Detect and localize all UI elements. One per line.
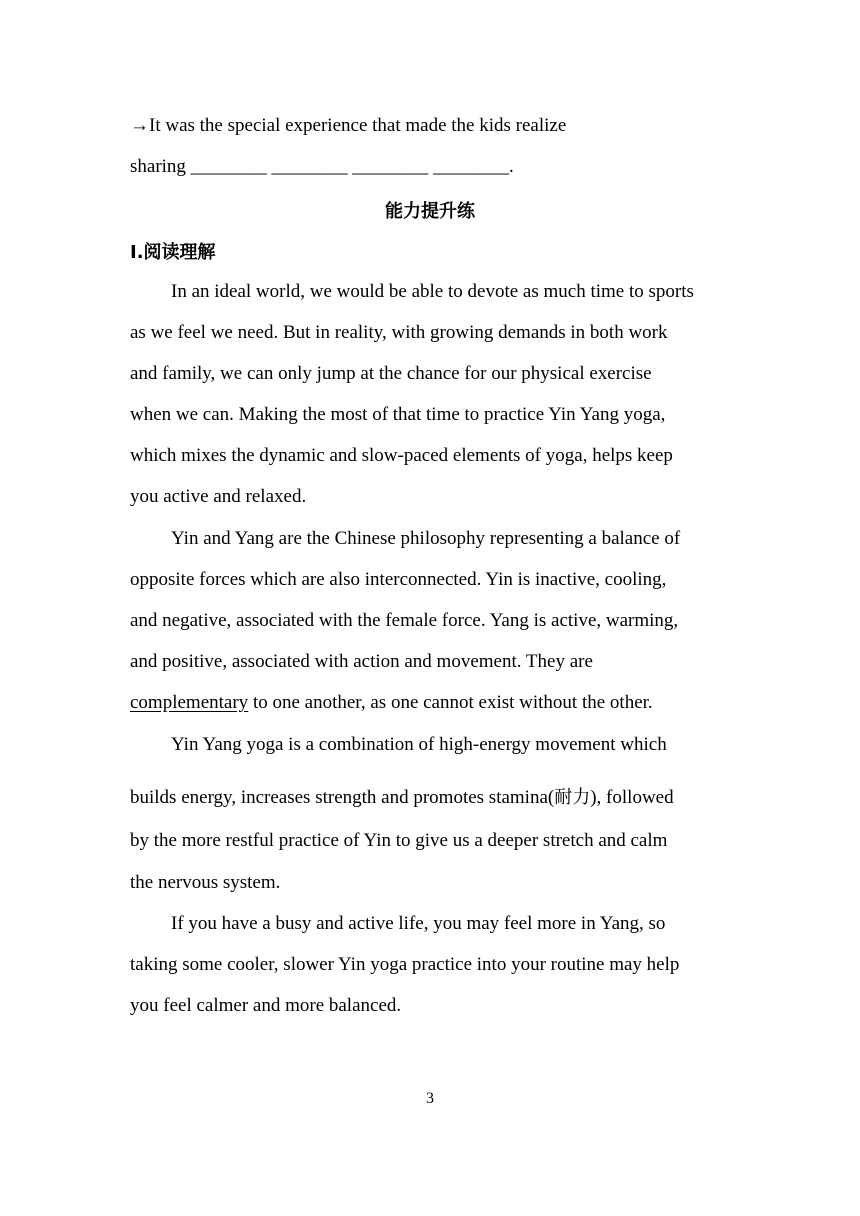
p3-line-1: Yin Yang yoga is a combination of high-energy movement which — [171, 734, 667, 755]
p4-line-3: you feel calmer and more balanced. — [130, 995, 402, 1016]
p3-line-2 — [130, 783, 674, 809]
p3-line-2-cjk: 耐力 — [554, 787, 591, 808]
p3-line-4: the nervous system. — [130, 872, 281, 893]
underlined-word: complementary — [130, 692, 249, 713]
p3-line-2-a: builds energy, increases strength and promotes stamina( — [130, 787, 555, 808]
p1-line-3: and family, we can only jump at the chance for our physical exercise — [130, 363, 652, 384]
page-number: 3 — [426, 1090, 434, 1107]
p1-line-6: you active and relaxed. — [130, 486, 307, 507]
p3-line-2-b: ), followed — [590, 787, 674, 808]
part-heading — [130, 238, 216, 264]
p1-line-2: as we feel we need. But in reality, with growing demands in both work — [130, 322, 668, 343]
p4-line-2: taking some cooler, slower Yin yoga practice into your routine may help — [130, 954, 680, 975]
part-numeral: Ⅰ. — [130, 242, 144, 263]
p2-line-3: and negative, associated with the female force. Yang is active, warming, — [130, 610, 679, 631]
answer-blank-2[interactable]: ________ — [271, 156, 348, 177]
answer-blank-1[interactable]: ________ — [190, 156, 267, 177]
p3-line-3: by the more restful practice of Yin to give us a deeper stretch and calm — [130, 830, 668, 851]
answer-blank-3[interactable]: ________ — [352, 156, 429, 177]
p2-line-5-rest: to one another, as one cannot exist without the other. — [248, 692, 653, 713]
p4-line-1: If you have a busy and active life, you may feel more in Yang, so — [171, 913, 666, 934]
p1-line-1: In an ideal world, we would be able to devote as much time to sports — [171, 281, 694, 302]
part-title: 阅读理解 — [143, 242, 216, 263]
exercise-line-1: →It was the special experience that made the kids realize — [130, 115, 567, 136]
exercise-period: . — [508, 156, 514, 177]
exercise-prefix: sharing — [130, 156, 186, 177]
p2-line-5 — [130, 692, 653, 714]
p2-line-1: Yin and Yang are the Chinese philosophy representing a balance of — [171, 528, 681, 549]
p2-line-4: and positive, associated with action and movement. They are — [130, 651, 593, 672]
answer-blank-4[interactable]: ________ — [432, 156, 509, 177]
p1-line-5: which mixes the dynamic and slow-paced elements of yoga, helps keep — [130, 445, 673, 466]
p1-line-4: when we can. Making the most of that time to practice Yin Yang yoga, — [130, 404, 666, 425]
p2-line-2: opposite forces which are also interconnected. Yin is inactive, cooling, — [130, 569, 667, 590]
exercise-line-2 — [130, 156, 514, 178]
section-title: 能力提升练 — [385, 201, 475, 222]
